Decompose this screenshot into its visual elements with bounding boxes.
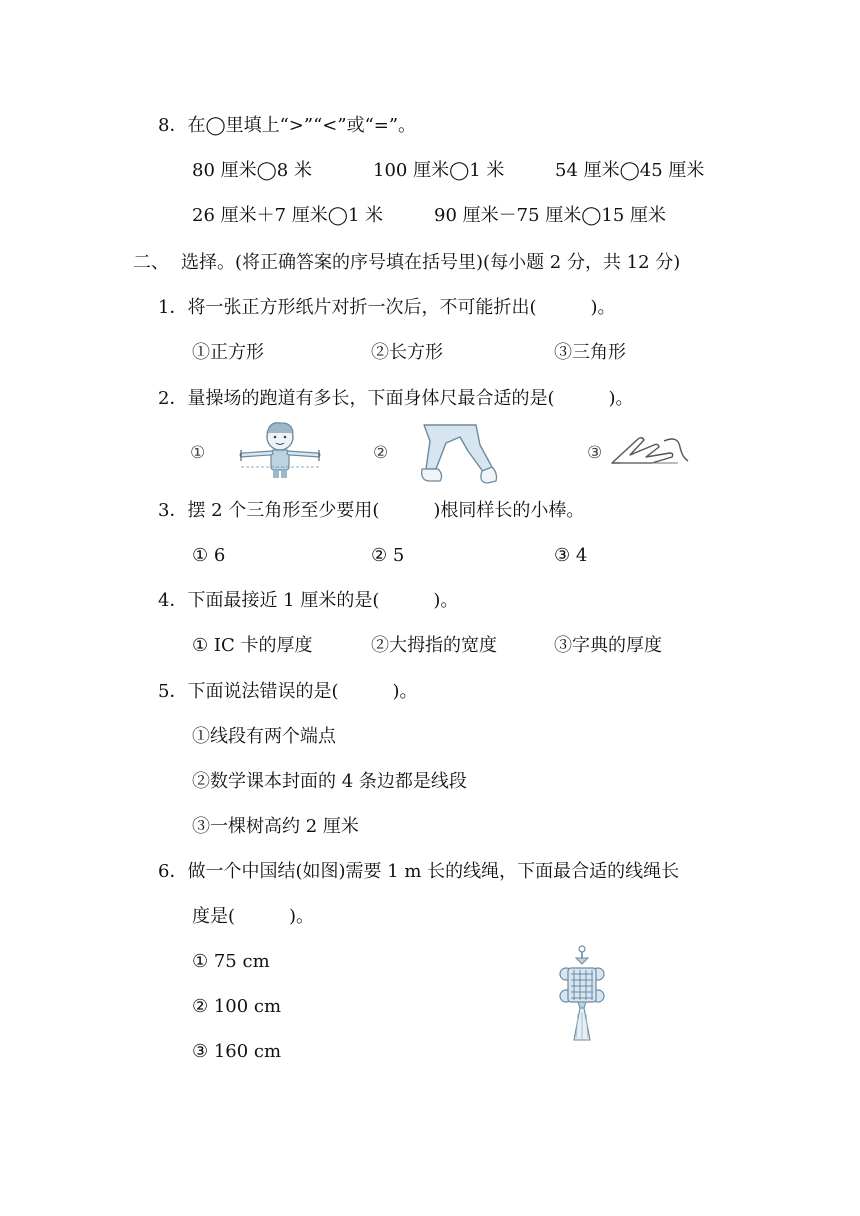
q8-item-4: 26 厘米＋7 厘米◯1 米 — [192, 205, 384, 226]
q4-option-1: ① IC 卡的厚度 — [192, 635, 313, 656]
q4-stem: 4．下面最接近 1 厘米的是( )。 — [158, 590, 459, 611]
q4-option-2: ②大拇指的宽度 — [371, 635, 497, 656]
q4-option-3: ③字典的厚度 — [554, 635, 662, 656]
q3-option-1: ① 6 — [192, 545, 226, 566]
q5-option-1: ①线段有两个端点 — [192, 726, 336, 747]
q8-item-2: 100 厘米◯1 米 — [373, 160, 505, 181]
q2-option-3-label: ③ — [587, 443, 603, 463]
q1-option-1: ①正方形 — [192, 342, 264, 363]
q6-stem-line-2: 度是( )。 — [192, 906, 315, 927]
q1-options — [192, 341, 712, 365]
q5-stem: 5．下面说法错误的是( )。 — [158, 681, 418, 702]
q3-option-3: ③ 4 — [554, 545, 588, 566]
q6-stem-line-1: 6．做一个中国结(如图)需要 1 m 长的线绳，下面最合适的线绳长 — [158, 861, 680, 882]
q3-option-2: ② 5 — [371, 545, 405, 566]
q4-options — [192, 634, 712, 658]
q2-option-2-label: ② — [373, 443, 389, 463]
q6-option-2: ② 100 cm — [192, 996, 282, 1017]
q5-option-2: ②数学课本封面的 4 条边都是线段 — [192, 771, 467, 792]
section-2-title: 选择。(将正确答案的序号填在括号里)(每小题 2 分，共 12 分) — [181, 252, 681, 273]
q6-option-1: ① 75 cm — [192, 951, 270, 972]
q8-row-1 — [192, 159, 792, 183]
chinese-knot-icon — [554, 944, 610, 1044]
section-2-marker: 二、 — [133, 252, 169, 273]
q8-item-5: 90 厘米－75 厘米◯15 厘米 — [434, 205, 667, 226]
q3-stem: 3．摆 2 个三角形至少要用( )根同样长的小棒。 — [158, 500, 585, 521]
q6-option-3: ③ 160 cm — [192, 1041, 282, 1062]
q8-item-1: 80 厘米◯8 米 — [192, 160, 312, 181]
arm-span-icon — [238, 419, 322, 479]
q2-option-1-label: ① — [190, 443, 206, 463]
q3-options — [192, 544, 712, 568]
q8-item-3: 54 厘米◯45 厘米 — [555, 160, 705, 181]
step-legs-icon — [406, 423, 498, 485]
q1-option-2: ②长方形 — [371, 342, 443, 363]
q2-stem: 2．量操场的跑道有多长，下面身体尺最合适的是( )。 — [158, 388, 634, 409]
q5-option-3: ③一棵树高约 2 厘米 — [192, 816, 359, 837]
q1-option-3: ③三角形 — [554, 342, 626, 363]
q1-stem: 1．将一张正方形纸片对折一次后，不可能折出( )。 — [158, 297, 616, 318]
hand-span-icon — [608, 433, 690, 467]
q8-row-2 — [192, 204, 792, 228]
q8-stem: 8．在◯里填上“>”“<”或“=”。 — [158, 115, 417, 136]
